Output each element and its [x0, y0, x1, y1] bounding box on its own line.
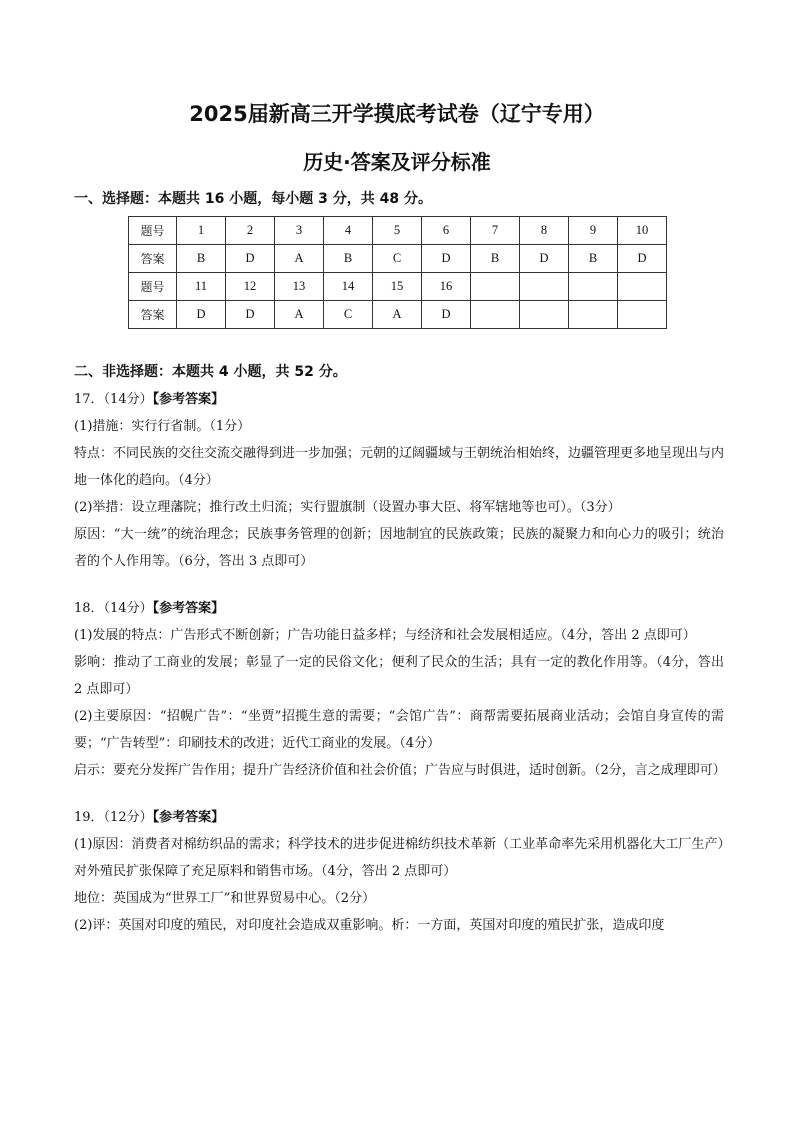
question-header: [74, 386, 724, 413]
table-cell: 8: [520, 217, 569, 245]
page-title: 2025届新高三开学摸底考试卷（辽宁专用）: [189, 102, 605, 126]
answer-tag: 【参考答案】: [152, 810, 225, 825]
question-19: [74, 804, 724, 939]
table-cell: D: [177, 301, 226, 329]
question-header: [74, 804, 724, 831]
section1-heading: 一、选择题：本题共 16 小题，每小题 3 分，共 48 分。: [74, 191, 432, 207]
answer-table: [128, 216, 667, 329]
table-cell: D: [226, 301, 275, 329]
table-cell: 5: [373, 217, 422, 245]
answer-line: 地位：英国成为“世界工厂”和世界贸易中心。（2分）: [74, 891, 376, 906]
table-cell: A: [275, 301, 324, 329]
answer-tag: 【参考答案】: [152, 392, 225, 407]
table-cell: [569, 273, 618, 301]
row-label: 题号: [129, 217, 177, 245]
table-cell: 1: [177, 217, 226, 245]
answer-line: (2)举措：设立理藩院；推行改土归流；实行盟旗制（设置办事大臣、将军辖地等也可）。（3分）: [74, 500, 621, 515]
answer-line: (1)原因：消费者对棉纺织品的需求；科学技术的进步促进棉纺织技术革新（工业革命率先采用机器化大工厂生产）对外殖民扩张保障了充足原料和销售市场。（4分，答出 2 点即可）: [74, 837, 724, 879]
table-row: [129, 217, 667, 245]
table-cell: A: [275, 245, 324, 273]
table-cell: [618, 301, 667, 329]
table-cell: 9: [569, 217, 618, 245]
question-17: [74, 386, 724, 575]
table-cell: 13: [275, 273, 324, 301]
table-cell: 6: [422, 217, 471, 245]
table-cell: [520, 273, 569, 301]
table-cell: 7: [471, 217, 520, 245]
section2-heading: 二、非选择题：本题共 4 小题，共 52 分。: [74, 364, 347, 380]
table-cell: B: [471, 245, 520, 273]
table-cell: 2: [226, 217, 275, 245]
answer-line: 特点：不同民族的交往交流交融得到进一步加强；元朝的辽阔疆域与王朝统治相始终，边疆管理更多地呈现出与内地一体化的趋向。（4分）: [74, 446, 725, 488]
table-cell: [618, 273, 667, 301]
answer-line: (1)发展的特点：广告形式不断创新；广告功能日益多样；与经济和社会发展相适应。（4分，答出 2 点即可）: [74, 628, 696, 643]
answers-body: [74, 386, 724, 939]
question-18: [74, 595, 724, 784]
table-cell: 16: [422, 273, 471, 301]
table-cell: D: [618, 245, 667, 273]
table-cell: [569, 301, 618, 329]
row-label: 题号: [129, 273, 177, 301]
table-cell: C: [324, 301, 373, 329]
question-number: 19．（12分）: [74, 810, 153, 825]
table-cell: 3: [275, 217, 324, 245]
table-cell: B: [324, 245, 373, 273]
question-number: 17．（14分）: [74, 392, 153, 407]
table-cell: D: [422, 245, 471, 273]
row-label: 答案: [129, 245, 177, 273]
table-cell: [471, 301, 520, 329]
answer-line: (2)主要原因：“招幌广告”：“坐贾”招揽生意的需要；“会馆广告”：商帮需要拓展商业活动；会馆自身宣传的需要；“广告转型”：印刷技术的改进；近代工商业的发展。（4分）: [74, 709, 724, 751]
answer-line: 原因：“大一统”的统治理念；民族事务管理的创新；因地制宜的民族政策；民族的凝聚力和向心力的吸引；统治者的个人作用等。（6分，答出 3 点即可）: [74, 527, 724, 569]
table-cell: A: [373, 301, 422, 329]
table-cell: D: [422, 301, 471, 329]
table-cell: [471, 273, 520, 301]
table-cell: 14: [324, 273, 373, 301]
answer-tag: 【参考答案】: [152, 601, 225, 616]
answer-line: 影响：推动了工商业的发展；彰显了一定的民俗文化；便利了民众的生活；具有一定的教化作用等。（4分，答出 2 点即可）: [74, 655, 724, 697]
table-cell: 12: [226, 273, 275, 301]
table-cell: 4: [324, 217, 373, 245]
table-cell: C: [373, 245, 422, 273]
table-cell: D: [520, 245, 569, 273]
row-label: 答案: [129, 301, 177, 329]
answer-line: (2)评：英国对印度的殖民，对印度社会造成双重影响。析：一方面，英国对印度的殖民扩张，造成印度: [74, 918, 665, 933]
table-row: [129, 245, 667, 273]
table-row: [129, 301, 667, 329]
answer-line: 启示：要充分发挥广告作用；提升广告经济价值和社会价值；广告应与时俱进，适时创新。（2分，言之成理即可）: [74, 763, 726, 778]
table-cell: [520, 301, 569, 329]
table-cell: 11: [177, 273, 226, 301]
answer-line: (1)措施：实行行省制。（1分）: [74, 419, 251, 434]
question-header: [74, 595, 724, 622]
table-cell: B: [177, 245, 226, 273]
question-number: 18．（14分）: [74, 601, 153, 616]
table-cell: D: [226, 245, 275, 273]
table-cell: 15: [373, 273, 422, 301]
table-cell: 10: [618, 217, 667, 245]
page-subtitle: 历史·答案及评分标准: [303, 150, 491, 174]
table-row: [129, 273, 667, 301]
table-cell: B: [569, 245, 618, 273]
